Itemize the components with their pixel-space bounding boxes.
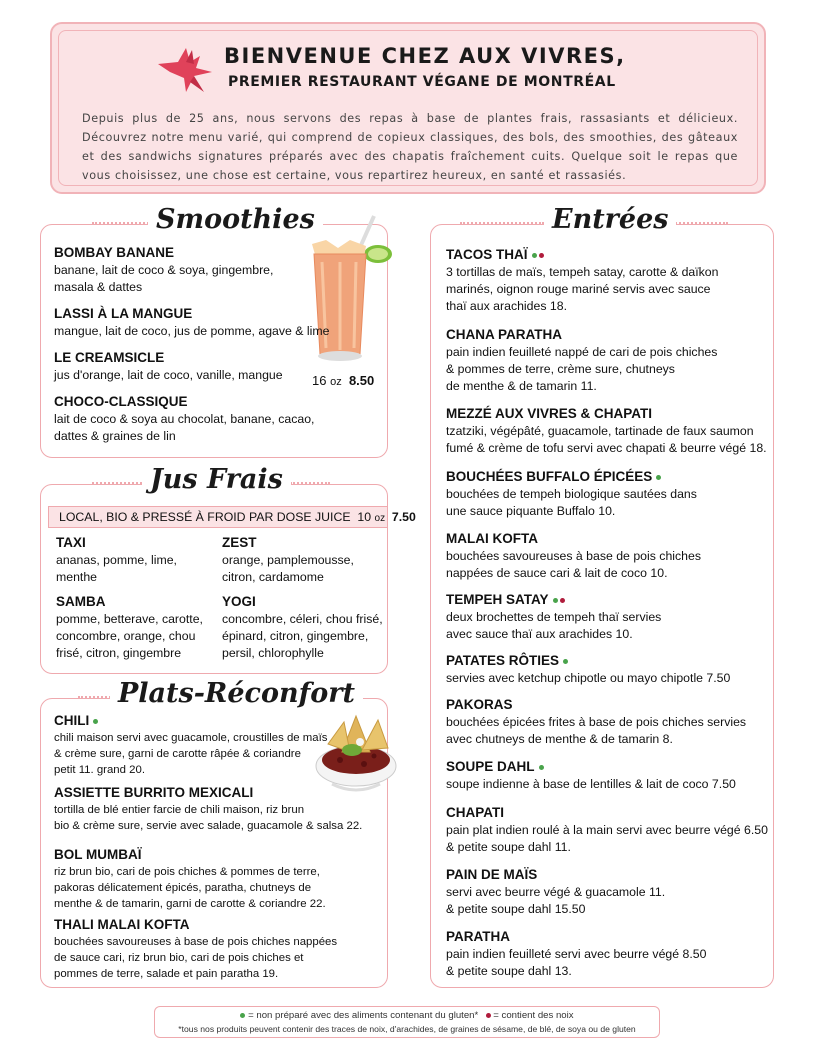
menu-item: CHOCO-CLASSIQUE lait de coco & soya au chocolat, banane, cacao, dattes & graines de lin [54, 394, 315, 443]
smoothie-price: 16 oz 8.50 [312, 373, 375, 388]
welcome-subtitle: PREMIER RESTAURANT VÉGANE DE MONTRÉAL [228, 74, 616, 90]
menu-item: CHANA PARATHA pain indien feuilleté nappé de cari de pois chiches & pommes de terre, crème sure, chutneys de menthe & de tamarin 11. [446, 327, 718, 393]
smoothie-glass-image [300, 214, 396, 366]
menu-item: BOMBAY BANANE banane, lait de coco & soya, gingembre, masala & dattes [54, 245, 274, 294]
menu-item: BOUCHÉES BUFFALO ÉPICÉES bouchées de tempeh biologique sautées dans une sauce piquante Buffalo 10. [446, 469, 697, 518]
menu-item: BOL MUMBAÏ riz brun bio, cari de pois chiches & pommes de terre, pakoras délicatement épicés, paratha, chutneys de menthe & de tamarin, garni de carotte & coriandre 22. [54, 847, 326, 910]
menu-item: ZEST orange, pamplemousse, citron, cardamome [222, 535, 354, 584]
menu-item: MALAI KOFTA bouchées savoureuses à base de pois chiches nappées de sauce cari & lait de coco 10. [446, 531, 701, 580]
menu-item: PATATES RÔTIES servies avec ketchup chipotle ou mayo chipotle 7.50 [446, 653, 731, 685]
menu-item: PARATHA pain indien feuilleté servi avec beurre végé 8.50 & petite soupe dahl 13. [446, 929, 707, 978]
menu-item: YOGI concombre, céleri, chou frisé, épinard, citron, gingembre, persil, chlorophylle [222, 594, 383, 660]
smoothies-title: Smoothies [148, 206, 323, 233]
nuts-dot [486, 1013, 491, 1018]
menu-item: MEZZÉ AUX VIVRES & CHAPATI tzatziki, végépâté, guacamole, tartinade de faux saumon fumé & crème de tofu servi avec chapati & beurre végé 18. [446, 406, 767, 455]
juice-info-strip: LOCAL, BIO & PRESSÉ À FROID PAR DOSE JUICE 10 oz 7.50 [48, 506, 388, 528]
menu-item: TEMPEH SATAY deux brochettes de tempeh thaï servies avec sauce thaï aux arachides 10. [446, 592, 662, 641]
welcome-header [50, 22, 766, 194]
menu-item: CHAPATI pain plat indien roulé à la main servi avec beurre végé 6.50 & petite soupe dahl 11. [446, 805, 768, 854]
menu-item: PAIN DE MAÏS servi avec beurre végé & guacamole 11. & petite soupe dahl 15.50 [446, 867, 666, 916]
menu-item: ASSIETTE BURRITO MEXICALI tortilla de blé entier farcie de chili maison, riz brun bio & crème sure, servie avec salade, guacamole & salsa 22. [54, 785, 363, 832]
allergen-legend [154, 1006, 660, 1038]
menu-item: LE CREAMSICLE jus d'orange, lait de coco, vanille, mangue [54, 350, 283, 382]
menu-item: SOUPE DAHL soupe indienne à base de lentilles & lait de coco 7.50 [446, 759, 736, 791]
nuts-legend: = contient des noix [493, 1010, 574, 1021]
menu-item: CHILI chili maison servi avec guacamole, croustilles de maïs & crème sure, garni de carotte râpée & coriandre petit 11. grand 20. [54, 713, 328, 776]
gluten-free-dot [240, 1013, 245, 1018]
menu-item: LASSI À LA MANGUE mangue, lait de coco, jus de pomme, agave & lime [54, 306, 330, 338]
menu-item: TAXI ananas, pomme, lime, menthe [56, 535, 177, 584]
menu-item: SAMBA pomme, betterave, carotte, concombre, orange, chou frisé, citron, gingembre [56, 594, 203, 660]
jus-frais-title: Jus Frais [142, 466, 291, 493]
menu-item: PAKORAS bouchées épicées frites à base de pois chiches servies avec chutneys de menthe & de tamarin 8. [446, 697, 747, 746]
welcome-title: BIENVENUE CHEZ AUX VIVRES, [224, 44, 626, 68]
menu-item: TACOS THAÏ 3 tortillas de maïs, tempeh satay, carotte & daïkon marinés, oignon rouge mariné servis avec sauce thaï aux arachides 18. [446, 247, 719, 313]
hummingbird-icon [156, 42, 216, 96]
entrees-title: Entrées [544, 206, 676, 233]
gluten-free-dot [93, 719, 98, 724]
allergen-disclaimer: *tous nos produits peuvent contenir des traces de noix, d'arachides, de graines de sésame, de blé, de soya ou de gluten [178, 1024, 636, 1034]
plats-reconfort-title: Plats-Réconfort [110, 680, 363, 707]
menu-item: THALI MALAI KOFTA bouchées savoureuses à base de pois chiches nappées de sauce cari, riz brun bio, cari de pois chiches et pommes de terre, salade et pain paratha 19. [54, 917, 338, 980]
intro-paragraph: Depuis plus de 25 ans, nous servons des repas à base de plantes frais, rassasiants et délicieux. Découvrez notre menu varié, qui comprend de copieux classiques, des bols, des smoothies, des gâteaux et des sandwichs signatures préparés avec des chapatis fraîchement cuits. Quelque soit le repas que vous choisissez, une chose est certaine, vous repartirez heureux, en santé et rassasiés. [82, 112, 738, 182]
gluten-free-legend: = non préparé avec des aliments contenant du gluten* [248, 1010, 479, 1021]
